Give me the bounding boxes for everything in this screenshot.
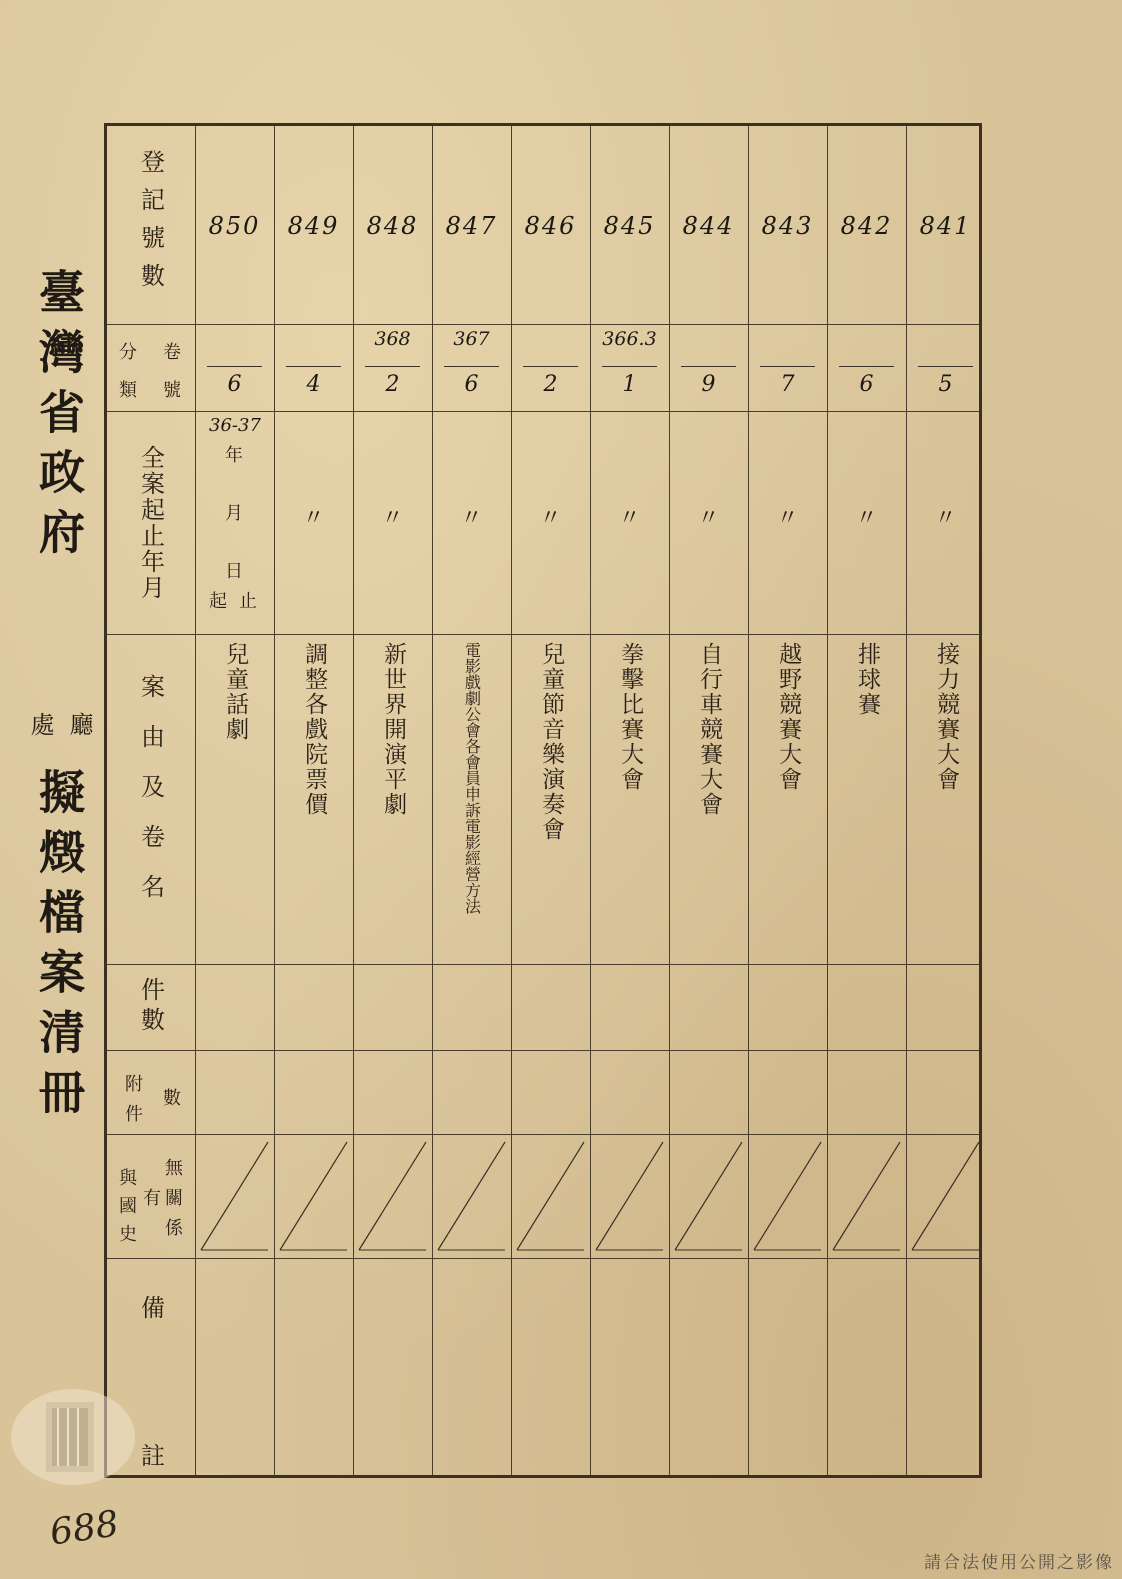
subject-text: 拳擊比賽大會 [617,642,644,792]
header-class-c: 類 [119,380,137,401]
relation-slash [274,1134,353,1258]
relation-slash [748,1134,827,1258]
row-divider [107,1050,979,1051]
header-class-d: 號 [163,380,181,401]
fraction-line [207,366,262,367]
subject-text: 自行車競賽大會 [696,642,723,817]
period-ditto: 〃 [460,505,483,531]
header-attach-b: 件 [125,1104,143,1125]
period-ditto: 〃 [618,505,641,531]
class-number: 5 [938,372,953,397]
header-reg-no [107,126,195,324]
document-title: 臺灣省政府 [32,268,86,568]
header-class-a: 分 [119,342,137,363]
header-remark-b: 註 [141,1442,165,1470]
header-rel-b: 關 [165,1188,183,1209]
class-number: 6 [464,372,479,397]
class-no-cell [669,324,748,411]
header-class-no [107,324,195,411]
period-ditto: 〃 [539,505,562,531]
period-ditto: 〃 [855,505,878,531]
relation-slash [432,1134,511,1258]
fraction-line [365,366,420,367]
subject-cell [432,642,511,958]
reg-no-cell: 847 [445,212,498,240]
class-no-cell [195,324,274,411]
header-rel-c: 係 [165,1218,183,1239]
header-subject [107,634,195,964]
row-divider [107,634,979,635]
reg-no-cell: 849 [287,212,340,240]
period-years: 36-37 [209,415,261,436]
period-month-label: 月 [225,503,243,524]
header-period [107,411,195,634]
fraction-line [918,366,973,367]
volume-number: 368 [374,328,411,350]
class-no-cell [353,324,432,411]
reg-no-cell: 841 [919,212,972,240]
relation-slash [590,1134,669,1258]
subject-text: 排球賽 [854,642,881,717]
period-year-label: 年 [225,445,243,466]
header-rel-a: 無 [165,1158,183,1179]
header-count-text: 件數 [136,977,165,1037]
subject-cell [669,642,748,958]
period-ditto: 〃 [934,505,957,531]
fraction-line [760,366,815,367]
class-no-cell [511,324,590,411]
archive-logo-icon [8,1382,138,1492]
class-no-cell [906,324,985,411]
class-no-cell [590,324,669,411]
relation-slash [669,1134,748,1258]
class-number: 2 [543,372,558,397]
period-ditto: 〃 [381,505,404,531]
class-number: 2 [385,372,400,397]
period-end-label: 止 [239,591,257,612]
subject-text: 接力競賽大會 [933,642,960,792]
subject-cell [906,642,985,958]
reg-no-cell: 845 [603,212,656,240]
header-remark-a: 備 [141,1294,165,1322]
reg-no-cell: 846 [524,212,577,240]
volume-number: 367 [453,328,490,350]
class-number: 6 [227,372,242,397]
reg-no-cell: 844 [682,212,735,240]
fraction-line [681,366,736,367]
class-no-cell [432,324,511,411]
fraction-line [444,366,499,367]
header-count [107,964,195,1050]
subject-text: 調整各戲院票價 [301,642,328,817]
header-subject-text: 案由及卷名 [136,674,165,924]
header-rel-f: 國 [119,1196,137,1217]
period-day-label: 日 [225,561,243,582]
subject-cell [195,642,274,958]
reg-no-cell: 842 [840,212,893,240]
class-number: 7 [780,372,795,397]
class-no-cell [827,324,906,411]
fraction-line [839,366,894,367]
period-ditto: 〃 [697,505,720,531]
subject-text: 兒童節音樂演奏會 [538,642,565,842]
subject-cell [590,642,669,958]
fraction-line [523,366,578,367]
department-left: 處 [26,712,54,736]
department-right: 廳 [65,712,93,736]
class-number: 6 [859,372,874,397]
document-subtitle: 擬燬檔案清冊 [32,768,86,1128]
volume-number: 366.3 [602,328,657,350]
fraction-line [602,366,657,367]
usage-stamp: 請合法使用公開之影像 [924,1553,1114,1573]
first-period-detail [195,411,274,634]
header-rel-d: 有 [143,1188,161,1209]
subject-cell [353,642,432,958]
class-number: 1 [622,372,637,397]
header-period-text: 全案起止年月 [136,444,165,601]
header-reg-no-text: 登記號數 [136,149,165,301]
class-no-cell [274,324,353,411]
subject-cell [748,642,827,958]
header-attach-c: 數 [163,1088,181,1109]
subject-text: 電影戲劇公會各會員申訴電影經營方法 [462,642,482,914]
period-start-label: 起 [209,591,227,612]
page-number: 688 [47,1503,122,1554]
header-rel-e: 與 [119,1168,137,1189]
subject-cell [827,642,906,958]
subject-text: 新世界開演平劇 [380,642,407,817]
relation-slash [195,1134,274,1258]
class-no-cell [748,324,827,411]
reg-no-cell: 850 [208,212,261,240]
header-attach-a: 附 [125,1074,143,1095]
period-ditto: 〃 [302,505,325,531]
row-divider [107,964,979,965]
subject-text: 越野競賽大會 [775,642,802,792]
header-rel-g: 史 [119,1224,137,1245]
relation-slash [827,1134,906,1258]
header-relation [107,1134,195,1258]
subject-text: 兒童話劇 [222,642,249,742]
department-label [22,712,98,752]
subject-cell [274,642,353,958]
relation-slash [511,1134,590,1258]
subject-cell [511,642,590,958]
class-number: 9 [701,372,716,397]
relation-slash [353,1134,432,1258]
row-divider [107,1258,979,1259]
class-number: 4 [306,372,321,397]
header-class-b: 卷 [163,342,181,363]
reg-no-cell: 843 [761,212,814,240]
fraction-line [286,366,341,367]
period-ditto: 〃 [776,505,799,531]
reg-no-cell: 848 [366,212,419,240]
relation-slash [906,1134,985,1258]
register-table [104,123,982,1478]
header-attachments [107,1050,195,1134]
